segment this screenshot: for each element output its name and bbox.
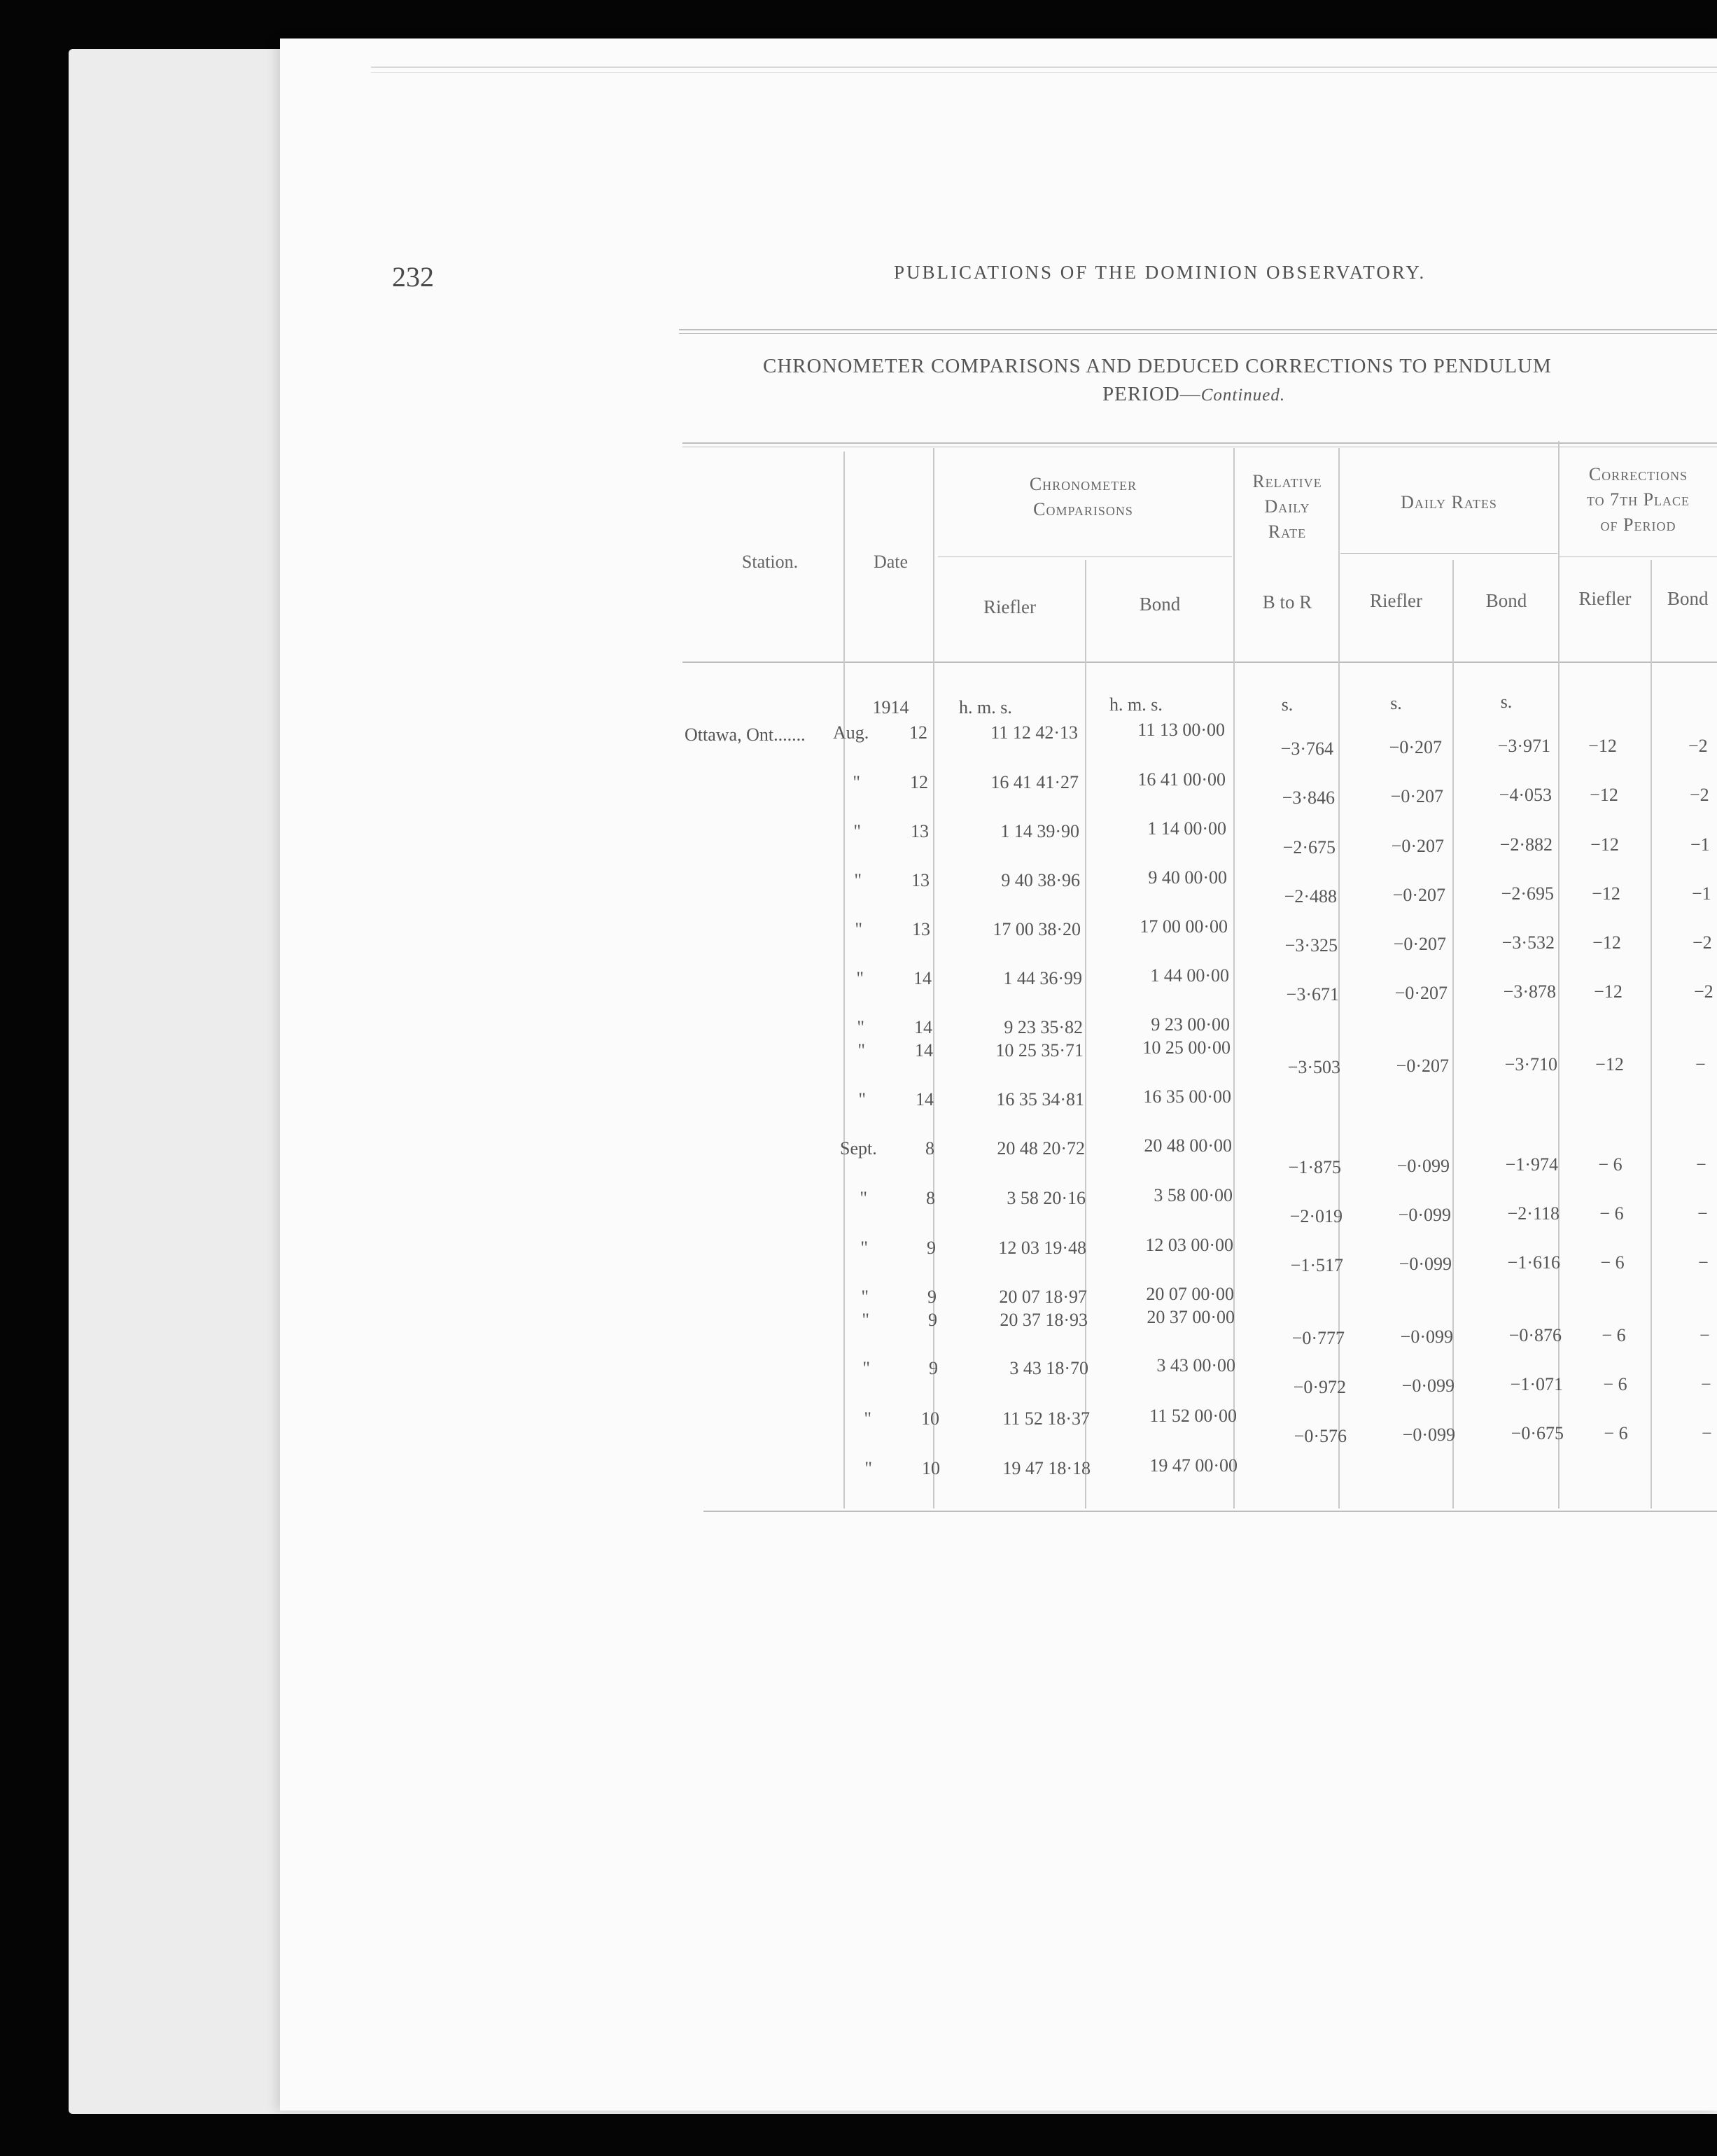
relative-daily-rate: −3·325 <box>1284 935 1338 955</box>
date-month: " <box>853 821 861 841</box>
corrections-header <box>1560 462 1717 538</box>
corr-subrule <box>1560 556 1717 557</box>
date-month: " <box>862 1358 870 1378</box>
bond-comparison: 16 41 00·00 <box>1137 769 1226 790</box>
riefler-correction: − 6 <box>1599 1203 1624 1224</box>
bond-correction: −2 <box>1688 736 1708 756</box>
relative-daily-rate: −3·503 <box>1287 1057 1340 1077</box>
relative-daily-rate: −1·517 <box>1290 1255 1343 1275</box>
date-month: " <box>860 1238 868 1258</box>
riefler-daily-rate: −0·207 <box>1396 1056 1449 1076</box>
bond-comparison: 17 00 00·00 <box>1140 916 1228 937</box>
date-month: " <box>857 1017 864 1037</box>
riefler-correction: −12 <box>1594 981 1623 1002</box>
date-day: 8 <box>926 1188 935 1208</box>
date-month: " <box>860 1188 867 1208</box>
bond-comparison: 12 03 00·00 <box>1145 1235 1233 1255</box>
hms-bond-unit: h. m. s. <box>1109 694 1163 715</box>
bond-correction: − <box>1698 1252 1709 1273</box>
riefler-corr-header: Riefler <box>1578 588 1632 609</box>
date-month: " <box>862 1310 869 1330</box>
relative-daily-rate: −3·764 <box>1280 738 1333 759</box>
running-head: PUBLICATIONS OF THE DOMINION OBSERVATORY. <box>894 262 1427 283</box>
relative-daily-rate: −0·972 <box>1293 1377 1346 1397</box>
bond-corr-header: Bond <box>1667 588 1709 609</box>
date-month: Aug. <box>833 722 869 743</box>
bond-comparison: 1 14 00·00 <box>1147 818 1226 839</box>
date-month: Sept. <box>840 1138 877 1158</box>
riefler-correction: −12 <box>1595 1054 1624 1074</box>
chron-subrule <box>938 556 1232 557</box>
b-to-r-header: B to R <box>1262 592 1312 612</box>
riefler-daily-rate: −0·099 <box>1399 1254 1452 1274</box>
page-number: 232 <box>392 261 434 293</box>
date-day: 14 <box>915 1040 933 1060</box>
date-day: 12 <box>909 722 927 743</box>
riefler-correction: − 6 <box>1600 1252 1625 1273</box>
riefler-correction: −12 <box>1592 883 1620 904</box>
bond-comparison: 11 52 00·00 <box>1149 1406 1237 1426</box>
relative-daily-rate: −2·019 <box>1289 1206 1343 1226</box>
relative-daily-rate: −3·671 <box>1286 984 1339 1004</box>
rel-line1: Relative <box>1252 471 1322 491</box>
bond-comparison: 3 58 00·00 <box>1154 1185 1233 1205</box>
table-bottom-rule <box>703 1511 1717 1512</box>
riefler-correction: −12 <box>1588 736 1617 756</box>
date-day: 9 <box>929 1358 938 1378</box>
header-rule-thin <box>679 333 1717 334</box>
bond-correction: − <box>1700 1325 1710 1345</box>
riefler-daily-rate: −0·099 <box>1400 1326 1453 1347</box>
rel-line3: Rate <box>1268 522 1307 542</box>
date-month: " <box>853 772 860 792</box>
table-top-rule <box>682 442 1717 444</box>
date-day: 10 <box>921 1408 939 1429</box>
bond-daily-rate: −4·053 <box>1499 785 1552 805</box>
relative-daily-rate: −2·675 <box>1282 837 1336 858</box>
riefler-daily-rate: −0·207 <box>1390 786 1443 806</box>
bond-daily-rate: −2·118 <box>1507 1203 1560 1224</box>
riefler-comparison: 20 07 18·97 <box>999 1287 1087 1307</box>
date-day: 13 <box>911 821 929 841</box>
title-period: PERIOD— <box>1102 383 1201 405</box>
riefler-daily-rate: −0·207 <box>1392 885 1445 905</box>
s-unit-bond: s. <box>1500 692 1513 712</box>
bond-correction: −2 <box>1693 932 1712 953</box>
date-day: 13 <box>912 919 930 939</box>
bond-correction: − <box>1701 1374 1711 1394</box>
bond-comparison: 19 47 00·00 <box>1149 1455 1238 1476</box>
date-day: 14 <box>913 968 932 988</box>
relative-rate-header <box>1235 469 1340 545</box>
riefler-comparison: 12 03 19·48 <box>998 1238 1086 1258</box>
riefler-comparison: 1 44 36·99 <box>1003 968 1082 988</box>
riefler-comparison: 3 43 18·70 <box>1009 1358 1088 1378</box>
bond-correction: − <box>1696 1154 1707 1175</box>
date-day: 13 <box>911 870 930 890</box>
relative-daily-rate: −0·777 <box>1291 1328 1345 1348</box>
riefler-daily-rate: −0·207 <box>1394 983 1448 1003</box>
daily-subrule <box>1340 553 1557 554</box>
bond-comparison: 9 23 00·00 <box>1151 1014 1230 1035</box>
bond-correction: − <box>1702 1423 1712 1443</box>
bond-daily-rate: −1·616 <box>1507 1252 1560 1273</box>
col-rule-corr-bond <box>1651 560 1652 1508</box>
date-month: " <box>861 1287 869 1307</box>
riefler-comparison: 20 37 18·93 <box>1000 1310 1088 1330</box>
relative-daily-rate: −1·875 <box>1288 1157 1341 1177</box>
date-month: " <box>857 1040 865 1060</box>
bond-correction: −2 <box>1694 981 1714 1002</box>
date-day: 12 <box>910 772 928 792</box>
riefler-correction: − 6 <box>1598 1154 1623 1175</box>
riefler-daily-rate: −0·099 <box>1396 1156 1450 1176</box>
date-header: Date <box>873 552 909 572</box>
riefler-daily-rate: −0·099 <box>1402 1424 1455 1445</box>
corr-line1: Corrections <box>1588 464 1688 484</box>
bond-daily-rate: −3·971 <box>1497 736 1550 756</box>
riefler-daily-rate: −0·099 <box>1398 1205 1451 1225</box>
date-day: 9 <box>927 1238 936 1258</box>
bond-daily-rate: −3·710 <box>1504 1054 1557 1074</box>
riefler-comparison: 9 40 38·96 <box>1001 870 1080 890</box>
station-name: Ottawa, Ont....... <box>685 724 806 745</box>
bond-daily-rate: −1·974 <box>1505 1154 1558 1175</box>
date-day: 14 <box>916 1089 934 1110</box>
riefler-correction: −12 <box>1592 932 1621 953</box>
year-label: 1914 <box>872 697 909 718</box>
header-bottom-rule <box>682 662 1717 663</box>
table-title: CHRONOMETER COMPARISONS AND DEDUCED CORRECTIONS TO PENDULUM <box>763 355 1552 377</box>
riefler-correction: − 6 <box>1603 1374 1627 1394</box>
bond-comparison: 20 07 00·00 <box>1146 1284 1234 1304</box>
hms-riefler-unit: h. m. s. <box>959 697 1012 718</box>
bond-rate-header: Bond <box>1485 590 1527 611</box>
bond-correction: −1 <box>1690 834 1710 855</box>
riefler-comparison: 9 23 35·82 <box>1004 1017 1083 1037</box>
bond-comparison: 10 25 00·00 <box>1142 1037 1231 1058</box>
riefler-comparison: 16 41 41·27 <box>990 772 1079 792</box>
bond-comparison: 20 37 00·00 <box>1147 1307 1235 1327</box>
date-day: 8 <box>925 1138 934 1158</box>
chron-comp-line2: Comparisons <box>1033 499 1133 519</box>
s-unit-riefler: s. <box>1390 693 1402 713</box>
riefler-comparison: 3 58 20·16 <box>1007 1188 1086 1208</box>
bond-comparison: 9 40 00·00 <box>1148 867 1227 888</box>
date-month: " <box>858 1089 866 1110</box>
bond-daily-rate: −2·695 <box>1501 883 1554 904</box>
top-edge-rule <box>371 66 1717 68</box>
bond-comparison: 16 35 00·00 <box>1143 1086 1231 1107</box>
bond-daily-rate: −0·876 <box>1508 1325 1562 1345</box>
header-rule <box>679 329 1717 330</box>
bond-correction: −2 <box>1690 785 1709 805</box>
s-unit-rel: s. <box>1281 694 1294 715</box>
date-day: 9 <box>928 1310 937 1330</box>
bond-daily-rate: −3·878 <box>1503 981 1556 1002</box>
daily-rates-header: Daily Rates <box>1401 492 1497 512</box>
bond-daily-rate: −1·071 <box>1510 1374 1563 1394</box>
riefler-comparison: 10 25 35·71 <box>995 1040 1084 1060</box>
riefler-correction: − 6 <box>1602 1325 1626 1345</box>
bond-comparison: 1 44 00·00 <box>1150 965 1229 986</box>
bond-correction: − <box>1697 1203 1708 1224</box>
riefler-comparison: 17 00 38·20 <box>993 919 1081 939</box>
rel-line2: Daily <box>1264 496 1310 517</box>
bond-daily-rate: −0·675 <box>1511 1423 1564 1443</box>
riefler-comparison: 19 47 18·18 <box>1002 1458 1091 1478</box>
station-header: Station. <box>741 552 799 572</box>
riefler-daily-rate: −0·207 <box>1391 836 1444 856</box>
date-day: 10 <box>922 1458 940 1478</box>
date-month: " <box>856 968 864 988</box>
relative-daily-rate: −3·846 <box>1282 788 1335 808</box>
bond-daily-rate: −2·882 <box>1499 834 1553 855</box>
riefler-comparison: 11 52 18·37 <box>1002 1408 1090 1429</box>
riefler-daily-rate: −0·207 <box>1389 737 1442 757</box>
date-month: " <box>855 919 862 939</box>
riefler-comparison: 11 12 42·13 <box>990 722 1078 743</box>
riefler-daily-rate: −0·099 <box>1401 1376 1455 1396</box>
table-title-continued <box>1102 383 1285 406</box>
relative-daily-rate: −2·488 <box>1284 886 1337 906</box>
riefler-comparison: 20 48 20·72 <box>997 1138 1085 1158</box>
date-month: " <box>854 870 862 890</box>
riefler-correction: − 6 <box>1604 1423 1628 1443</box>
riefler-comparison: 16 35 34·81 <box>996 1089 1084 1110</box>
top-edge-rule-2 <box>371 72 1717 73</box>
chron-comp-header <box>934 472 1232 522</box>
bond-comparison: 3 43 00·00 <box>1156 1355 1235 1376</box>
riefler-correction: −12 <box>1590 834 1619 855</box>
corr-line3: of Period <box>1600 514 1676 535</box>
date-month: " <box>864 1458 872 1478</box>
date-day: 9 <box>927 1287 937 1307</box>
bond-correction: − <box>1695 1054 1706 1074</box>
corr-line2: to 7th Place <box>1586 489 1690 510</box>
bond-comp-header: Bond <box>1139 594 1181 615</box>
bond-comparison: 11 13 00·00 <box>1137 720 1225 740</box>
title-continued: Continued. <box>1200 386 1286 405</box>
riefler-daily-rate: −0·207 <box>1393 934 1446 954</box>
relative-daily-rate: −0·576 <box>1294 1426 1347 1446</box>
date-day: 14 <box>914 1017 932 1037</box>
date-month: " <box>864 1408 871 1429</box>
riefler-comparison: 1 14 39·90 <box>1000 821 1079 841</box>
riefler-comp-header: Riefler <box>983 596 1036 617</box>
chron-comp-line1: Chronometer <box>1029 474 1137 494</box>
bond-daily-rate: −3·532 <box>1501 932 1555 953</box>
bond-comparison: 20 48 00·00 <box>1144 1135 1232 1156</box>
riefler-correction: −12 <box>1590 785 1618 805</box>
bond-correction: −1 <box>1692 883 1711 904</box>
riefler-rate-header: Riefler <box>1370 590 1422 611</box>
